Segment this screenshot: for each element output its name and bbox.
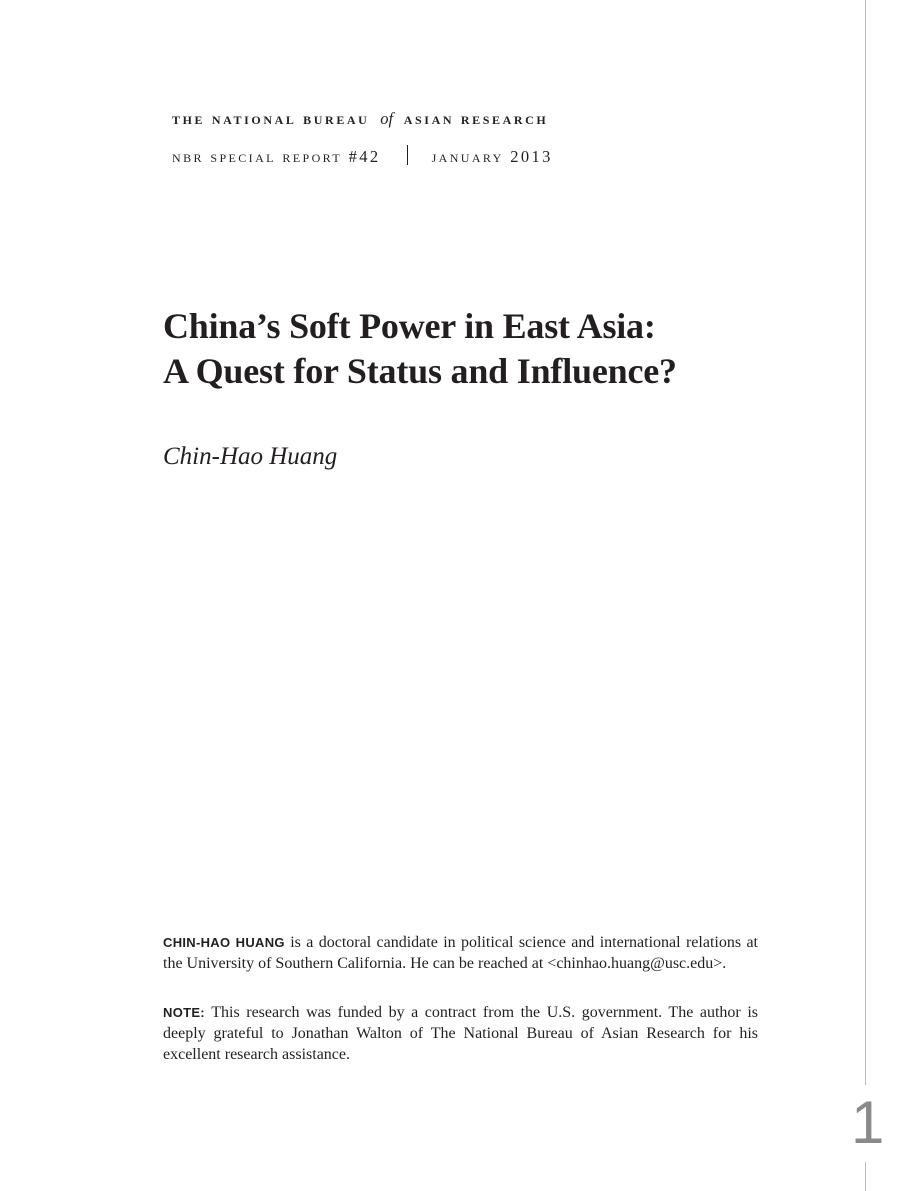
publisher-name-part1: the national bureau [172, 109, 370, 128]
report-series: nbr special report #42 [172, 147, 381, 166]
page-edge-rule-top [865, 0, 866, 1085]
funding-note [163, 1002, 758, 1065]
report-title [163, 304, 677, 394]
report-date: january 2013 [431, 147, 553, 166]
report-series-line [172, 145, 553, 167]
author-name: Chin-Hao Huang [163, 443, 338, 470]
publisher-name-part2: asian research [403, 109, 549, 128]
author-bio-label: CHIN-HAO HUANG [163, 935, 285, 950]
header-separator [407, 145, 408, 165]
title-line-1: China’s Soft Power in East Asia: [163, 306, 656, 346]
publisher-name-of: of [380, 109, 394, 128]
funding-note-text: This research was funded by a contract from the U.S. government. The author is deeply grateful to Jonathan Walton of The National Bureau of Asian Research for his excellent research assistance. [163, 1004, 758, 1063]
title-line-2: A Quest for Status and Influence? [163, 351, 677, 391]
funding-note-label: NOTE: [163, 1005, 205, 1020]
author-bio [163, 932, 758, 974]
author-bio-text: is a doctoral candidate in political science and international relations at the University of Southern California. He can be reached at <chinhao.huang@usc.edu>. [163, 934, 758, 972]
page-edge-rule-bottom [865, 1162, 866, 1191]
page-number: 1 [851, 1089, 885, 1156]
publisher-name [172, 109, 548, 129]
